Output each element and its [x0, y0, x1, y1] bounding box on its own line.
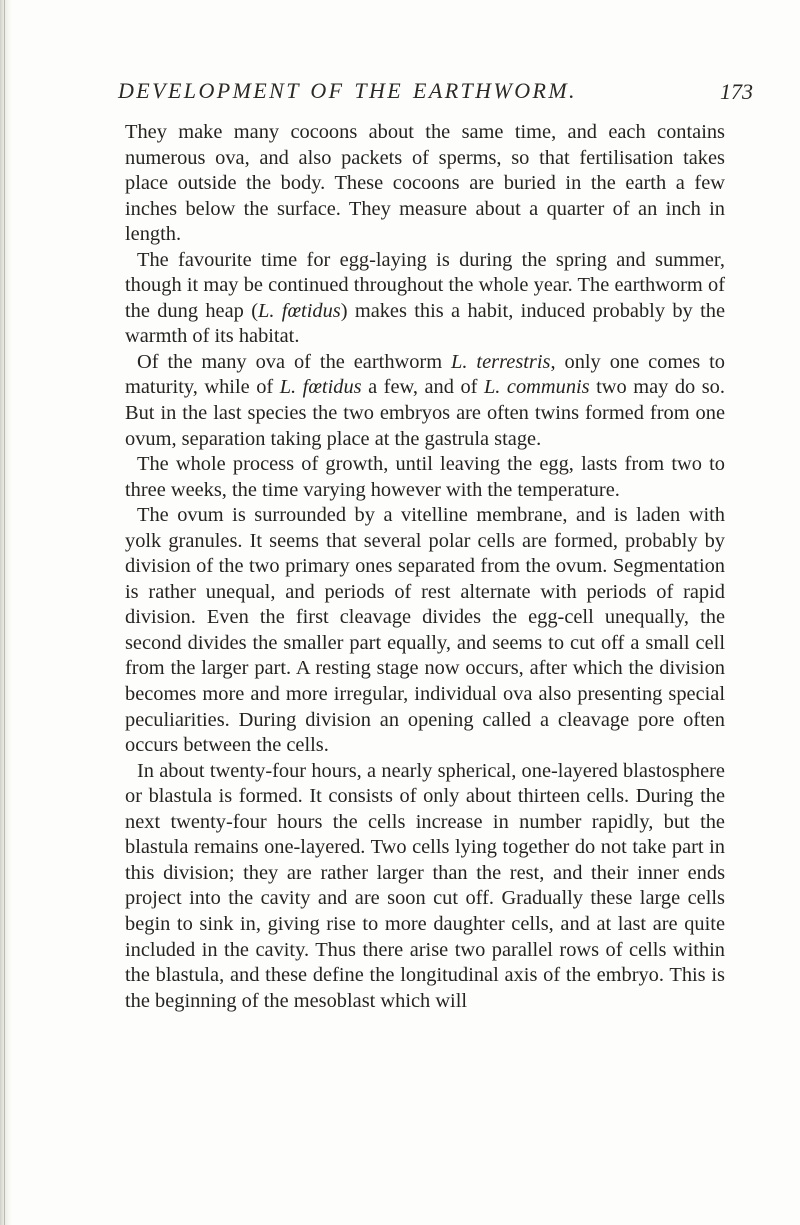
paragraph [125, 503, 725, 758]
text-run: The ovum is surrounded by a vitelline membrane, and is laden with yolk granules. It seems that several polar cells are formed, probably by division of the two primary ones separated from the ovum. Segmentation is rather unequal, and periods of rest alternate with periods of rapid division. Even the first cleavage divides the egg-cell unequally, the second divides the smaller part equally, and seems to cut off a small cell from the larger part. A resting stage now occurs, after which the division becomes more and more irregular, individual ova also presenting special peculiarities. During division an opening called a cleavage pore often occurs between the cells. [125, 504, 725, 757]
species-name: L. terrestris [451, 350, 551, 373]
text-run: , only one comes to maturity, while of [125, 350, 725, 399]
text-run: two may do so. But in the last species the two embryos are often twins formed from one ovum, separation taking place at the gastrula stage. [125, 376, 725, 450]
text-run: a few, and of [361, 376, 484, 399]
text-run: Of the many ova of the earthworm [137, 350, 452, 373]
paragraph [125, 759, 725, 1014]
text-run: They make many cocoons about the same time, and each contains numerous ova, and also packets of sperms, so that fertilisation takes place outside the body. These cocoons are buried in the earth a few inches below the surface. They measure about a quarter of an inch in length. [125, 121, 725, 246]
species-name: L. fœtidus [279, 376, 362, 399]
page-binding-edge [0, 0, 12, 1225]
page-number: 173 [720, 79, 753, 104]
species-name: L. communis [483, 376, 590, 399]
body-text [125, 120, 725, 1014]
text-run: ) makes this a habit, induced probably by the warmth of its habitat. [125, 299, 725, 348]
text-run: In about twenty-four hours, a nearly spherical, one-layered blastosphere or blastula is formed. It consists of only about thirteen cells. During the next twenty-four hours the cells increase in number rapidly, but the blastula remains one-layered. Two cells lying together do not take part in this division; they are rather larger than the rest, and their inner ends project into the cavity and are soon cut off. Gradually these large cells begin to sink in, giving rise to more daughter cells, and at last are quite included in the cavity. Thus there arise two parallel rows of cells within the blastula, and these define the longitudinal axis of the embryo. This is the beginning of the mesoblast which will [125, 759, 725, 1012]
running-head [0, 78, 800, 110]
paragraph [125, 350, 725, 452]
paragraph [125, 120, 725, 248]
text-run: The whole process of growth, until leaving the egg, lasts from two to three weeks, the time varying however with the temperature. [125, 453, 725, 501]
running-head-title: DEVELOPMENT OF THE EARTHWORM. [118, 78, 577, 103]
text-run: The favourite time for egg-laying is during the spring and summer, though it may be continued throughout the whole year. The earthworm of the dung heap ( [125, 248, 725, 322]
paragraph [125, 452, 725, 503]
page-binding-line [4, 0, 5, 1225]
paragraph [125, 248, 725, 350]
species-name: L. fœtidus [258, 299, 341, 322]
